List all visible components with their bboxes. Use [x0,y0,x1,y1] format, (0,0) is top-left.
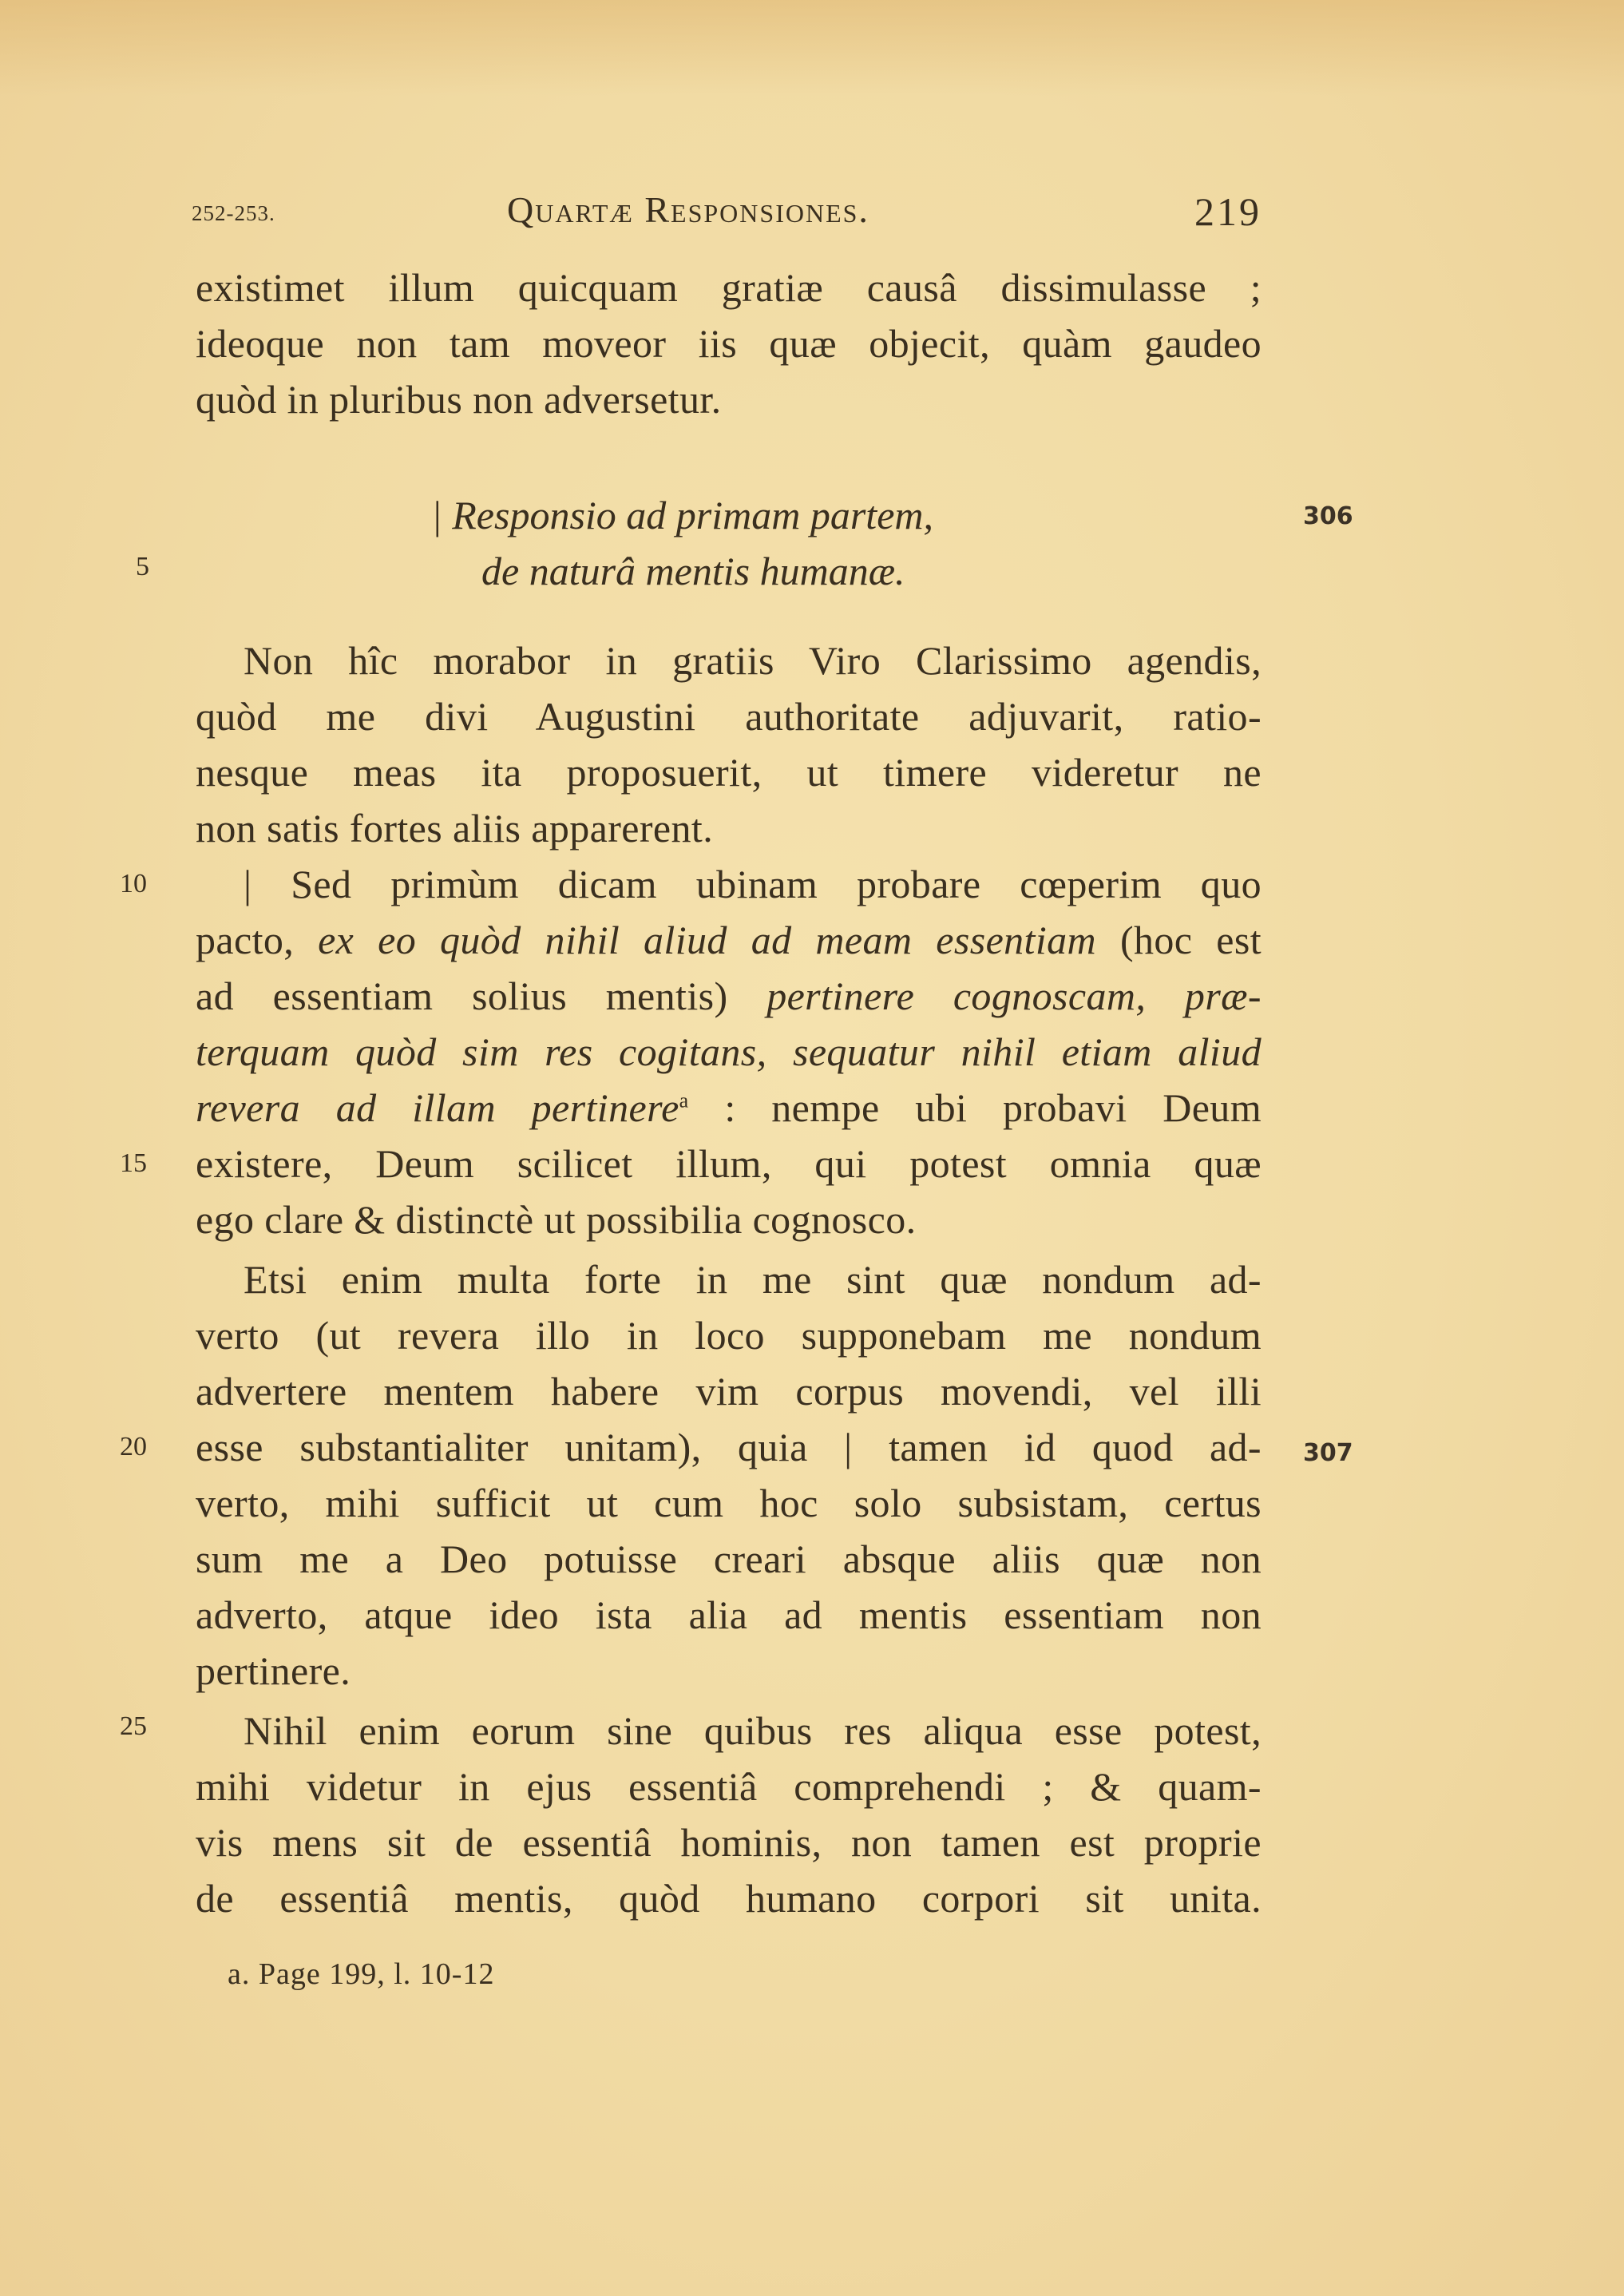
line-number: 10 [120,869,147,898]
text-line [196,968,1262,1024]
text-line: quòd me divi Augustini authoritate adjuvarit, ratio- [196,694,1262,739]
text-line: advertere mentem habere vim corpus movendi, vel illi [196,1369,1262,1414]
running-head [192,188,1262,236]
text-line: de essentiâ mentis, quòd humano corpori sit unita. [196,1876,1262,1921]
text-line [196,1080,1262,1136]
section-heading-line-1: | Responsio ad primam partem, [431,493,934,537]
text-line: | Sed primùm dicam ubinam probare cœperim quo [244,862,1262,906]
text-line: verto (ut revera illo in loco supponebam me nondum [196,1313,1262,1358]
marginal-number: 307 [1303,1439,1353,1467]
italic-run: terquam quòd sim res cogitans, sequatur nihil etiam aliud [196,1029,1262,1074]
line-number: 5 [136,552,149,581]
marginal-number: 306 [1303,502,1353,530]
text-line: esse substantialiter unitam), quia | tamen id quod ad- [196,1425,1262,1469]
line-number: 25 [120,1711,147,1741]
text-line: ideoque non tam moveor iis quæ objecit, quàm gaudeo [196,321,1262,366]
line-number: 15 [120,1148,147,1178]
footnote: a. Page 199, l. 10-12 [228,1957,495,1991]
text-run: ad essentiam solius mentis) [196,974,728,1018]
italic-run: ex eo quòd nihil aliud ad meam essentiam [318,918,1097,962]
text-line: vis mens sit de essentiâ hominis, non tamen est proprie [196,1820,1262,1865]
section-heading-line-2: de naturâ mentis humanæ. [481,549,905,593]
text-line: pertinere. [196,1648,351,1693]
text-run: pacto, [196,918,295,962]
text-line: non satis fortes aliis apparerent. [196,806,714,851]
page-shadow [0,0,1624,96]
text-line: existimet illum quicquam gratiæ causâ dissimulasse ; [196,265,1262,310]
text-line: nesque meas ita proposuerit, ut timere videretur ne [196,750,1262,795]
text-line: ego clare & distinctè ut possibilia cognosco. [196,1197,917,1242]
italic-run: revera ad illam pertinere [196,1085,679,1130]
text-line: Nihil enim eorum sine quibus res aliqua esse potest, [244,1708,1262,1753]
text-run: : nempe ubi probavi Deum [724,1085,1262,1130]
text-line: sum me a Deo potuisse creari absque aliis quæ non [196,1537,1262,1581]
line-number: 20 [120,1432,147,1461]
text-line: existere, Deum scilicet illum, qui potest omnia quæ [196,1141,1262,1186]
text-line: mihi videtur in ejus essentiâ comprehendi ; & quam- [196,1764,1262,1809]
text-line: verto, mihi sufficit ut cum hoc solo subsistam, certus [196,1481,1262,1525]
text-line: Etsi enim multa forte in me sint quæ nondum ad- [244,1257,1262,1302]
footnote-marker: a [679,1089,689,1112]
italic-run: pertinere cognoscam, præ- [766,974,1262,1018]
text-line: quòd in pluribus non adversetur. [196,377,722,422]
text-run: (hoc est [1119,918,1262,962]
running-title: Quartæ Responsiones. [507,189,869,230]
text-line [196,912,1262,968]
text-line: adverto, atque ideo ista alia ad mentis essentiam non [196,1592,1262,1637]
page-range: 252-253. [192,201,275,225]
text-line [196,1024,1262,1080]
text-line: Non hîc morabor in gratiis Viro Clarissimo agendis, [244,638,1262,683]
page-number: 219 [1194,189,1262,234]
